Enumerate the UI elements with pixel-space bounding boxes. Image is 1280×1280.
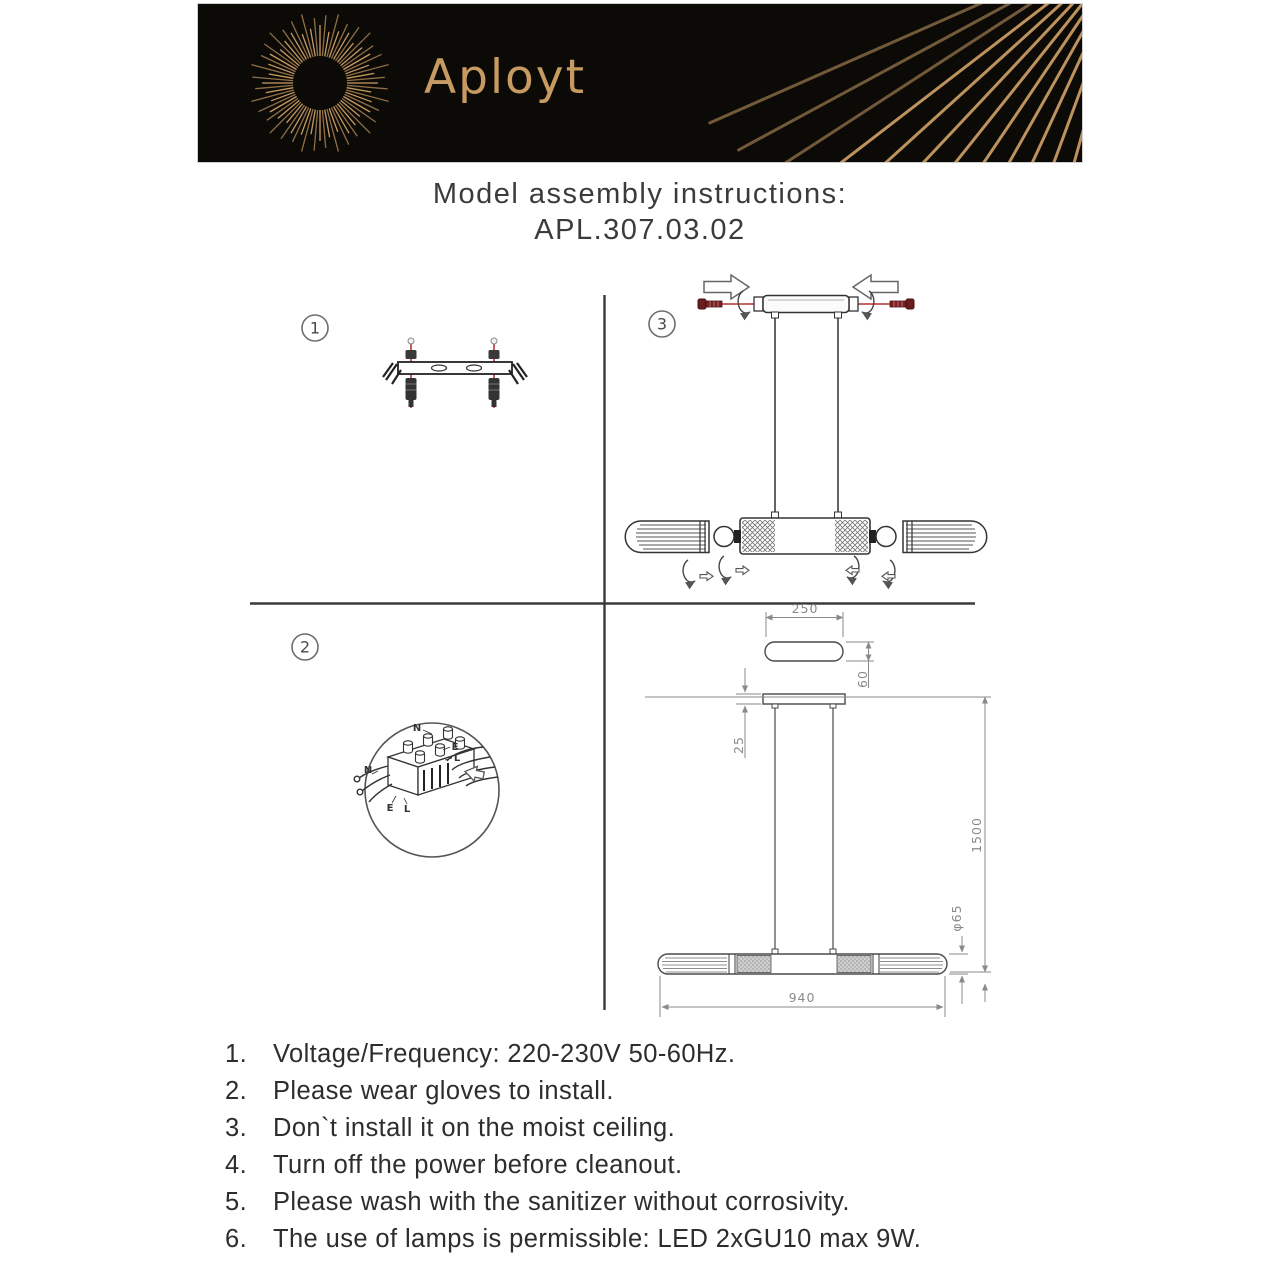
dim-tube-diameter-label: φ65 [949, 904, 964, 932]
step3-number: 3 [656, 314, 668, 334]
model-code: APL.307.03.02 [534, 214, 746, 246]
brand-name: Aployt [424, 50, 587, 105]
dim-canopy-height-label: 25 [731, 736, 746, 754]
instruction-item [225, 1036, 1085, 1073]
wire-label-e-left: E [386, 803, 394, 814]
step2-number: 2 [299, 637, 311, 657]
wire-label-l-left: L [403, 804, 411, 815]
wire-label-l-right: L [453, 753, 461, 764]
instruction-list [225, 1036, 1085, 1258]
title-block [0, 176, 1280, 248]
starburst-logo-icon [251, 14, 388, 151]
fixture-front-view [658, 954, 947, 974]
canopy-top-view [765, 642, 843, 661]
pendant-exploded-drawing [625, 275, 987, 582]
diffuser-tube-right [903, 521, 987, 553]
ceiling-canopy [763, 296, 849, 313]
assembly-drawings [0, 260, 1280, 1030]
step3-badge [649, 311, 675, 337]
push-arrow-right-icon [853, 275, 898, 299]
instruction-item [225, 1184, 1085, 1221]
instruction-number: 5. [225, 1188, 248, 1216]
lamp-bulb-left-icon [714, 527, 741, 547]
wiring-detail-drawing [354, 723, 499, 857]
dim-canopy-length-label: 250 [791, 601, 819, 616]
instruction-text: The use of lamps is permissible: LED 2xGU10 max 9W. [273, 1225, 922, 1253]
lamp-bulb-right-icon [869, 527, 896, 547]
dim-fixture-length-label: 940 [788, 990, 816, 1005]
step1-badge [302, 315, 328, 341]
banner-corner-rays-icon [710, 4, 1082, 162]
instruction-item [225, 1221, 1085, 1258]
instruction-number: 2. [225, 1077, 248, 1105]
instruction-text: Voltage/Frequency: 220-230V 50-60Hz. [273, 1040, 736, 1068]
brand-banner [197, 3, 1083, 163]
wire-label-e-right: E [451, 742, 459, 753]
instruction-text: Turn off the power before cleanout. [273, 1151, 683, 1179]
fixture-wires [354, 766, 392, 802]
instruction-text: Please wear gloves to install. [273, 1077, 614, 1105]
push-arrow-left-icon [704, 275, 749, 299]
wire-label-n-left: N [363, 765, 373, 776]
wire-label-n-right: N [412, 723, 422, 734]
canopy-side-view [763, 694, 845, 704]
instruction-item [225, 1110, 1085, 1147]
dimensions-drawing [645, 601, 991, 1017]
diffuser-tube-left [625, 521, 709, 553]
instruction-text: Please wash with the sanitizer without corrosivity. [273, 1188, 850, 1216]
banner-art [198, 4, 1082, 162]
mounting-bracket-drawing [383, 338, 527, 408]
canopy-screw-right-icon [890, 299, 914, 309]
instruction-number: 3. [225, 1114, 248, 1142]
page-title: Model assembly instructions: [432, 178, 848, 210]
instruction-text: Don`t install it on the moist ceiling. [273, 1114, 676, 1142]
step1-number: 1 [309, 318, 321, 338]
instruction-number: 4. [225, 1151, 248, 1179]
instruction-item [225, 1073, 1085, 1110]
dim-canopy-width-label: 60 [855, 670, 870, 688]
canopy-screw-left-icon [698, 299, 722, 309]
instruction-number: 1. [225, 1040, 248, 1068]
step2-badge [292, 634, 318, 660]
instruction-number: 6. [225, 1225, 248, 1253]
instruction-item [225, 1147, 1085, 1184]
dim-suspension-height-label: 1500 [969, 817, 984, 853]
